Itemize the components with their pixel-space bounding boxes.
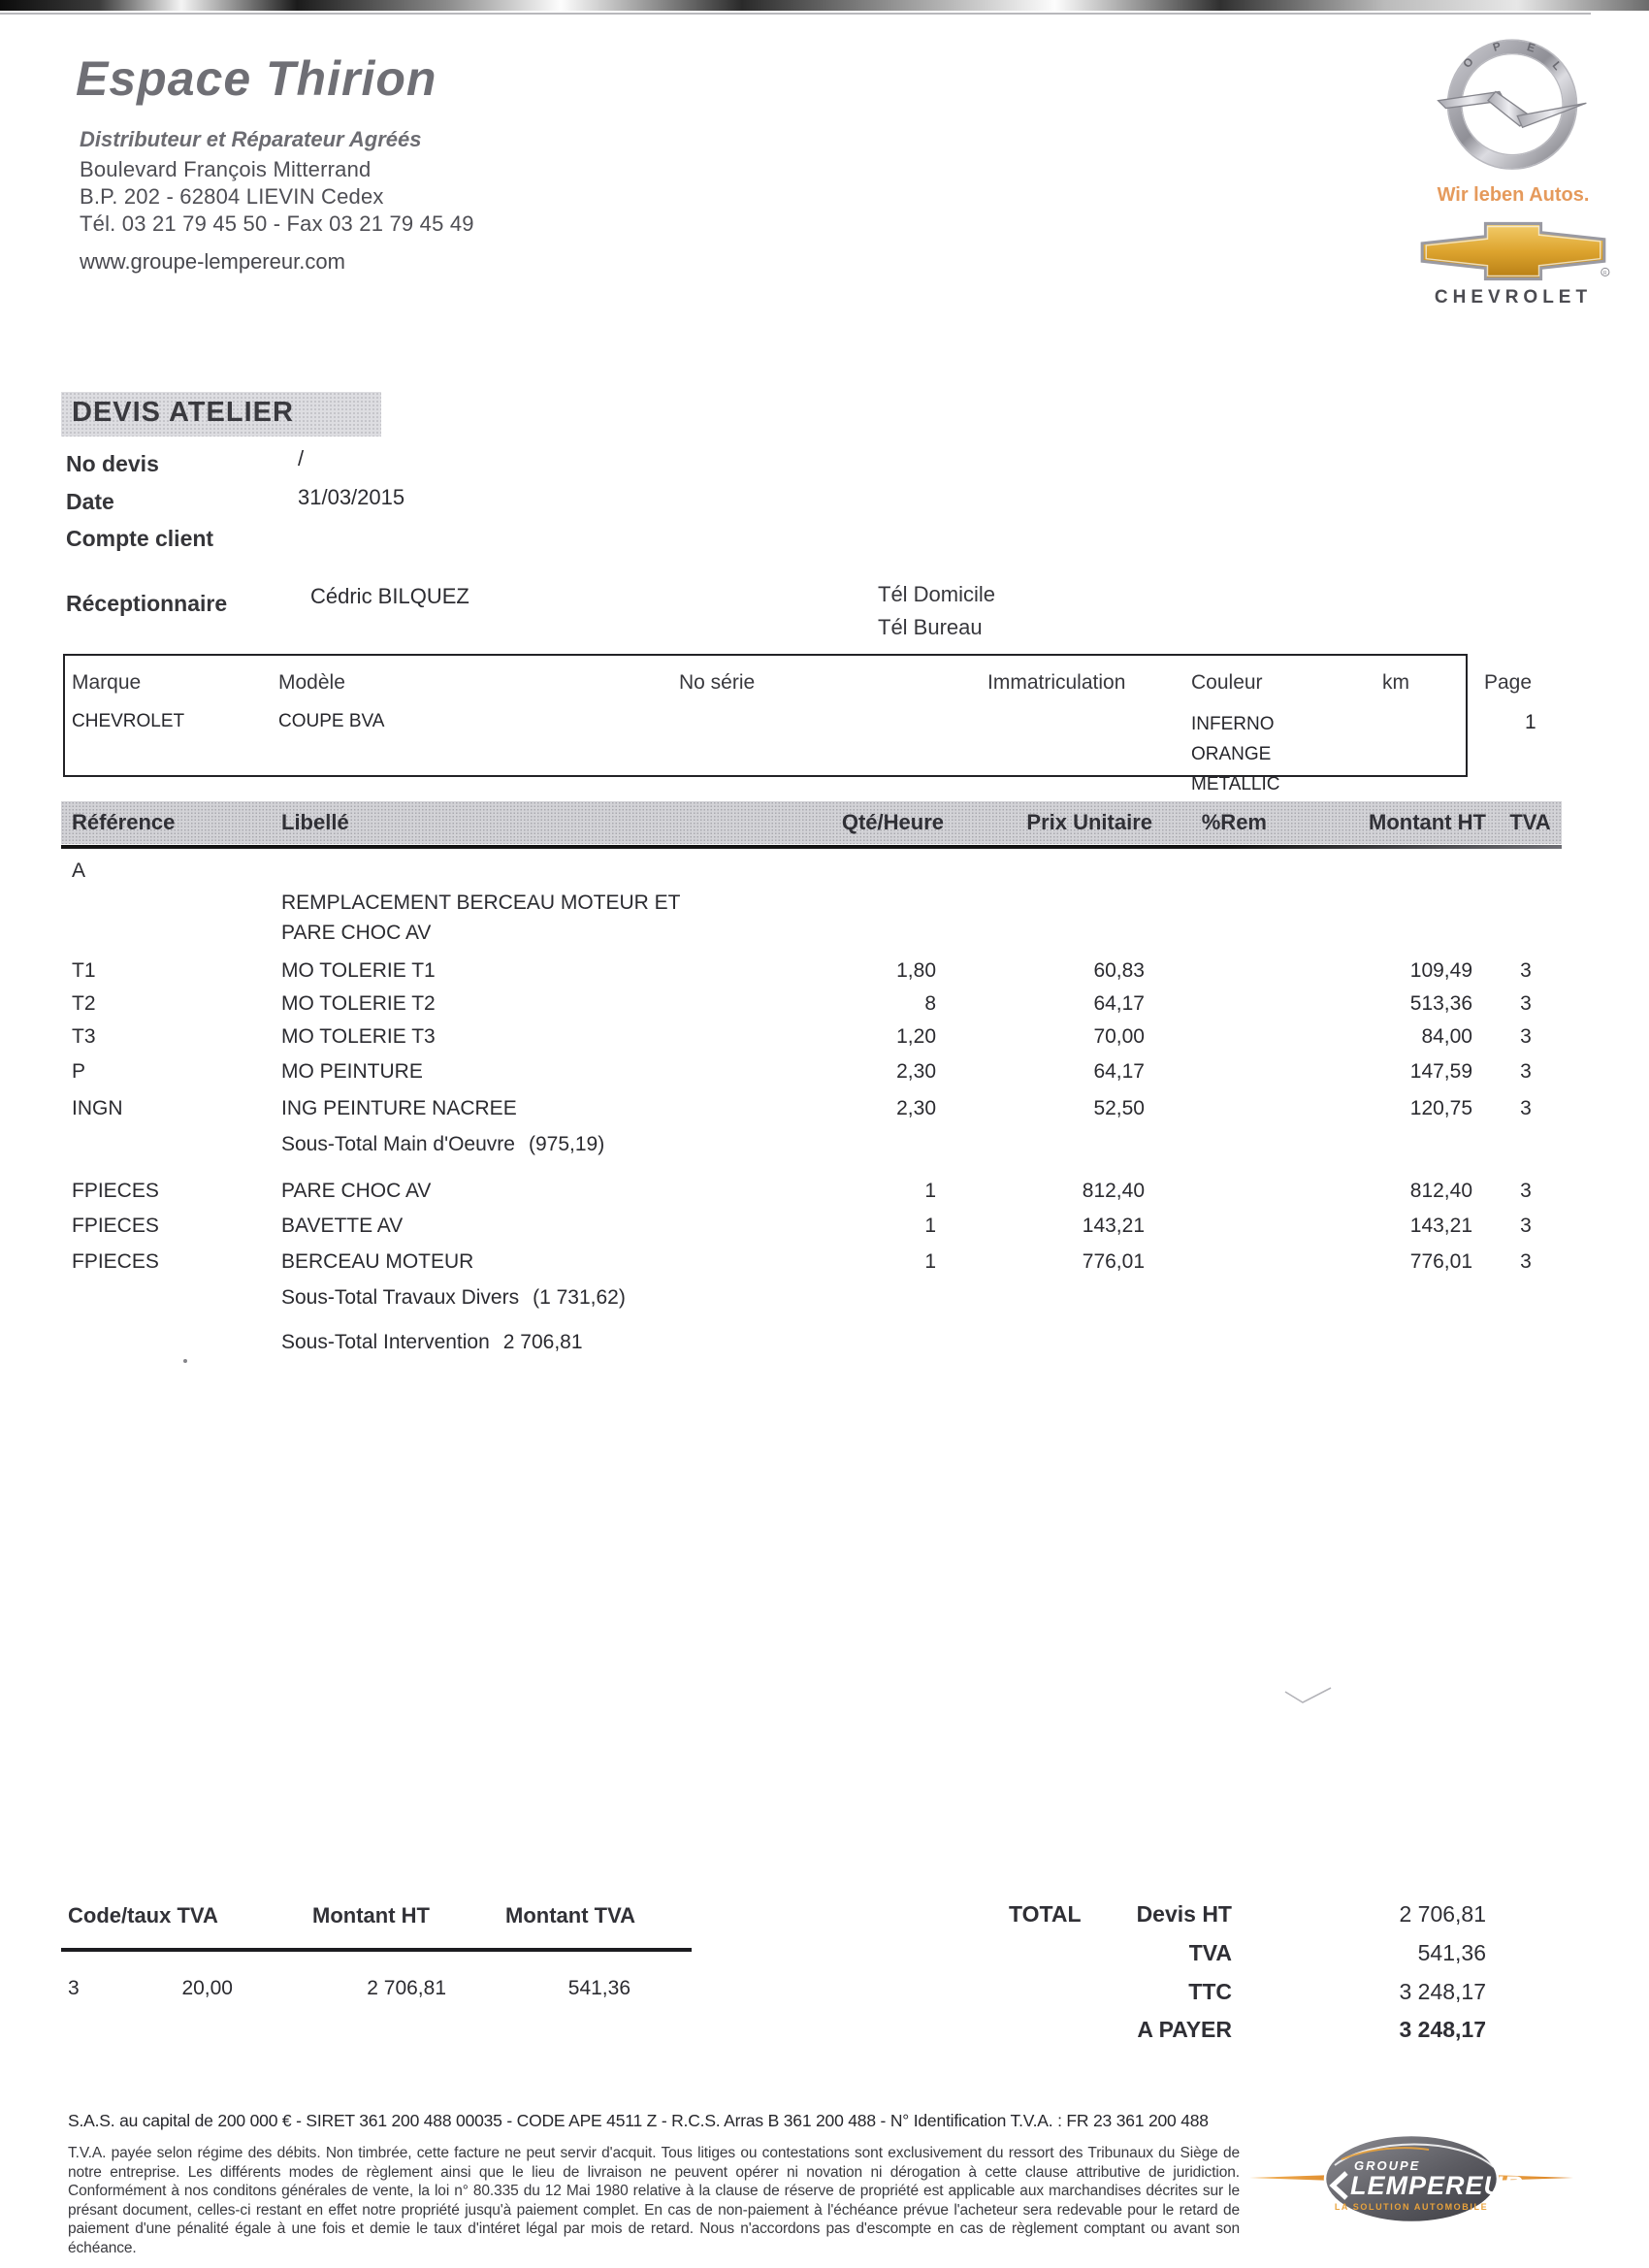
total-label: A PAYER: [1137, 2017, 1232, 2042]
cell-prix-unitaire: 64,17: [1093, 1060, 1145, 1083]
legal-terms-paragraph: T.V.A. payée selon régime des débits. Non timbrée, cette facture ne peut servir d'acquit. Tous litiges ou contestations sont exclusivement du ressort des Tribunaux du Siège de notre entreprise. Les différents modes de règlement ainsi que le lieu de livraison ne peuvent opérer ni novation ni dérogation à cette clause attributive de juridiction. Conformément à nos conditons générales de vente, la loi n° 80.335 du 12 Mai 1980 relative à la clause de réserve de propriété est applicable aux marchandises décrites sur le présant document, celles-ci restant en effet notre propriété jusqu'à paiement complet. En cas de non-paiement à l'échéance prévue l'acheteur sera redevable pour le retard de paiement d'une pénalité égale à une fois et demie le taux d'intéret légal par mois de retard. Nous n'accordons pas d'escompte en cas de règlement comptant ou avant son échéance.: [68, 2145, 1240, 2256]
total-label: TVA: [1188, 1940, 1232, 1965]
total-prefix: TOTAL: [1009, 1901, 1082, 1927]
table-row: [61, 1097, 1562, 1126]
table-row-group: [61, 859, 1562, 889]
cell-reference: T1: [72, 959, 96, 982]
cell-qte: 2,30: [896, 1097, 936, 1119]
cell-tva: 3: [1520, 1215, 1532, 1237]
cell-prix-unitaire: 52,50: [1093, 1097, 1145, 1119]
tva-table-header-montant-ht: Montant HT: [312, 1903, 430, 1928]
cell-montant-ht: 513,36: [1409, 992, 1472, 1015]
groupe-lempereur-logo: [1249, 2132, 1573, 2227]
table-row-group-title: [61, 922, 1562, 951]
cell-qte: 1: [924, 1180, 936, 1202]
subtotal-label: Sous-Total Main d'Oeuvre: [281, 1133, 515, 1155]
cell-tva: 3: [1520, 1060, 1532, 1083]
col-header-rem: %Rem: [1201, 810, 1267, 834]
header-divider-line: [61, 845, 1562, 849]
vehicle-header-immatriculation: Immatriculation: [987, 671, 1126, 694]
vehicle-header-marque: Marque: [72, 671, 142, 694]
tva-table-header-montant-tva: Montant TVA: [505, 1903, 636, 1928]
tva-row-montant-tva: 541,36: [567, 1977, 630, 1999]
scan-artifact-top: [0, 0, 1649, 11]
receptionnaire-label: Réceptionnaire: [66, 591, 228, 616]
cell-libelle: MO TOLERIE T3: [281, 1025, 436, 1048]
total-label: Devis HT: [1136, 1901, 1232, 1927]
cell-reference: T3: [72, 1025, 96, 1048]
cell-libelle: PARE CHOC AV: [281, 1180, 432, 1202]
cell-tva: 3: [1520, 1097, 1532, 1119]
tel-bureau-label: Tél Bureau: [878, 615, 983, 639]
table-row: [61, 1060, 1562, 1089]
address-line-2: B.P. 202 - 62804 LIEVIN Cedex: [80, 184, 384, 209]
couleur-line: ORANGE: [1191, 744, 1272, 764]
table-row-group-title: [61, 891, 1562, 921]
total-value: 3 248,17: [1399, 2017, 1486, 2042]
vehicle-page-value: 1: [1525, 711, 1536, 733]
vehicle-couleur-value: [1191, 709, 1280, 799]
subtotal-intervention: [281, 1331, 583, 1354]
cell-reference: FPIECES: [72, 1250, 159, 1273]
vehicle-header-page: Page: [1484, 671, 1533, 694]
cell-qte: 1,80: [896, 959, 936, 982]
tva-row-montant-ht: 2 706,81: [367, 1977, 446, 1999]
cell-prix-unitaire: 812,40: [1082, 1180, 1145, 1202]
cell-tva: 3: [1520, 1250, 1532, 1273]
cell-prix-unitaire: 64,17: [1093, 992, 1145, 1015]
total-value: 3 248,17: [1399, 1979, 1486, 2004]
cell-tva: 3: [1520, 1180, 1532, 1202]
col-header-montant-ht: Montant HT: [1369, 810, 1486, 834]
cell-libelle: BERCEAU MOTEUR: [281, 1250, 474, 1273]
cell-prix-unitaire: 60,83: [1093, 959, 1145, 982]
receptionnaire-value: Cédric BILQUEZ: [310, 584, 469, 608]
opel-logo-icon: [1436, 25, 1589, 178]
table-row: [61, 1025, 1562, 1054]
cell-reference: FPIECES: [72, 1215, 159, 1237]
table-row: [61, 1180, 1562, 1209]
vehicle-header-no-serie: No série: [679, 671, 756, 694]
scan-speck: [183, 1359, 187, 1363]
tva-table-header-code: Code/taux TVA: [68, 1903, 218, 1928]
no-devis-label: No devis: [66, 451, 159, 476]
tva-row-code: 3: [68, 1977, 80, 1999]
company-logo-text: Espace Thirion: [76, 51, 437, 106]
cell-libelle: MO TOLERIE T1: [281, 959, 436, 982]
vehicle-header-km: km: [1382, 671, 1409, 694]
scan-artifact-line: [0, 13, 1591, 15]
total-label: TTC: [1188, 1979, 1232, 2004]
cell-libelle: PARE CHOC AV: [281, 922, 432, 944]
page-title: DEVIS ATELIER: [72, 397, 294, 428]
total-value: 541,36: [1417, 1940, 1486, 1965]
subtotal-value: 2 706,81: [502, 1331, 583, 1353]
col-header-tva: TVA: [1509, 810, 1551, 834]
cell-montant-ht: 109,49: [1409, 959, 1472, 982]
compte-client-label: Compte client: [66, 526, 214, 551]
subtotal-value: (975,19): [528, 1133, 605, 1155]
cell-qte: 1: [924, 1250, 936, 1273]
siret-line: S.A.S. au capital de 200 000 € - SIRET 361 200 488 00035 - CODE APE 4511 Z - R.C.S. Arras B 361 200 488 - N° Identification T.V.A. : FR 23 361 200 488: [68, 2111, 1209, 2130]
subtotal-travaux-divers: [281, 1286, 626, 1310]
scan-checkmark-artifact: [1282, 1684, 1335, 1707]
cell-reference: T2: [72, 992, 96, 1015]
tva-row-taux: 20,00: [181, 1977, 233, 1999]
vehicle-header-couleur: Couleur: [1191, 671, 1263, 694]
cell-qte: 1: [924, 1215, 936, 1237]
date-value: 31/03/2015: [298, 485, 405, 509]
couleur-line: INFERNO: [1191, 714, 1275, 734]
cell-montant-ht: 776,01: [1409, 1250, 1472, 1273]
cell-montant-ht: 147,59: [1409, 1060, 1472, 1083]
col-header-libelle: Libellé: [281, 810, 349, 834]
cell-qte: 8: [924, 992, 936, 1015]
svg-text:O: O: [1460, 54, 1476, 71]
cell-montant-ht: 812,40: [1409, 1180, 1472, 1202]
company-subtitle: Distributeur et Réparateur Agréés: [80, 127, 422, 151]
address-line-1: Boulevard François Mitterrand: [80, 157, 372, 181]
subtotal-value: (1 731,62): [533, 1286, 626, 1309]
total-value: 2 706,81: [1399, 1901, 1486, 1927]
website-url: www.groupe-lempereur.com: [80, 249, 345, 274]
couleur-line: METALLIC: [1191, 774, 1280, 794]
cell-libelle: REMPLACEMENT BERCEAU MOTEUR ET: [281, 891, 681, 914]
subtotal-label: Sous-Total Intervention: [281, 1331, 490, 1353]
cell-reference: FPIECES: [72, 1180, 159, 1202]
vehicle-header-modele: Modèle: [278, 671, 345, 694]
subtotal-main-oeuvre: [281, 1133, 604, 1156]
svg-text:L: L: [1549, 58, 1565, 73]
no-devis-value: /: [298, 446, 305, 470]
lempereur-tagline-text: LA SOLUTION AUTOMOBILE: [1334, 2202, 1489, 2212]
items-table-header-band: [61, 801, 1562, 844]
cell-prix-unitaire: 776,01: [1082, 1250, 1145, 1273]
cell-prix-unitaire: 143,21: [1082, 1215, 1145, 1237]
svg-text:R: R: [1602, 270, 1607, 276]
chevrolet-logo-icon: [1414, 215, 1612, 285]
chevrolet-wordmark: CHEVROLET: [1434, 287, 1593, 308]
col-header-qte-heure: Qté/Heure: [841, 810, 944, 834]
cell-montant-ht: 143,21: [1409, 1215, 1472, 1237]
vehicle-marque-value: CHEVROLET: [72, 711, 185, 731]
lempereur-name-text: LEMPEREUR: [1350, 2171, 1524, 2200]
cell-libelle: ING PEINTURE NACREE: [281, 1097, 517, 1119]
svg-text:P: P: [1491, 39, 1504, 54]
cell-reference: P: [72, 1060, 86, 1083]
table-row: [61, 1215, 1562, 1244]
cell-libelle: BAVETTE AV: [281, 1215, 404, 1237]
phone-fax-line: Tél. 03 21 79 45 50 - Fax 03 21 79 45 49: [80, 211, 474, 236]
opel-slogan: Wir leben Autos.: [1437, 184, 1590, 206]
cell-reference: A: [72, 859, 86, 882]
table-row: [61, 992, 1562, 1021]
table-row: [61, 1250, 1562, 1280]
cell-libelle: MO PEINTURE: [281, 1060, 423, 1083]
col-header-prix-unitaire: Prix Unitaire: [1026, 810, 1152, 834]
cell-tva: 3: [1520, 959, 1532, 982]
cell-tva: 3: [1520, 992, 1532, 1015]
cell-qte: 2,30: [896, 1060, 936, 1083]
subtotal-label: Sous-Total Travaux Divers: [281, 1286, 520, 1309]
tva-table-divider-line: [61, 1948, 692, 1952]
cell-reference: INGN: [72, 1097, 123, 1119]
cell-tva: 3: [1520, 1025, 1532, 1048]
cell-montant-ht: 84,00: [1421, 1025, 1472, 1048]
col-header-reference: Référence: [72, 810, 176, 834]
date-label: Date: [66, 489, 114, 514]
lempereur-groupe-text: GROUPE: [1354, 2158, 1421, 2173]
vehicle-modele-value: COUPE BVA: [278, 711, 385, 731]
cell-libelle: MO TOLERIE T2: [281, 992, 436, 1015]
cell-qte: 1,20: [896, 1025, 936, 1048]
table-row: [61, 959, 1562, 988]
cell-montant-ht: 120,75: [1409, 1097, 1472, 1119]
cell-prix-unitaire: 70,00: [1093, 1025, 1145, 1048]
tel-domicile-label: Tél Domicile: [878, 582, 996, 606]
svg-text:E: E: [1525, 40, 1537, 55]
